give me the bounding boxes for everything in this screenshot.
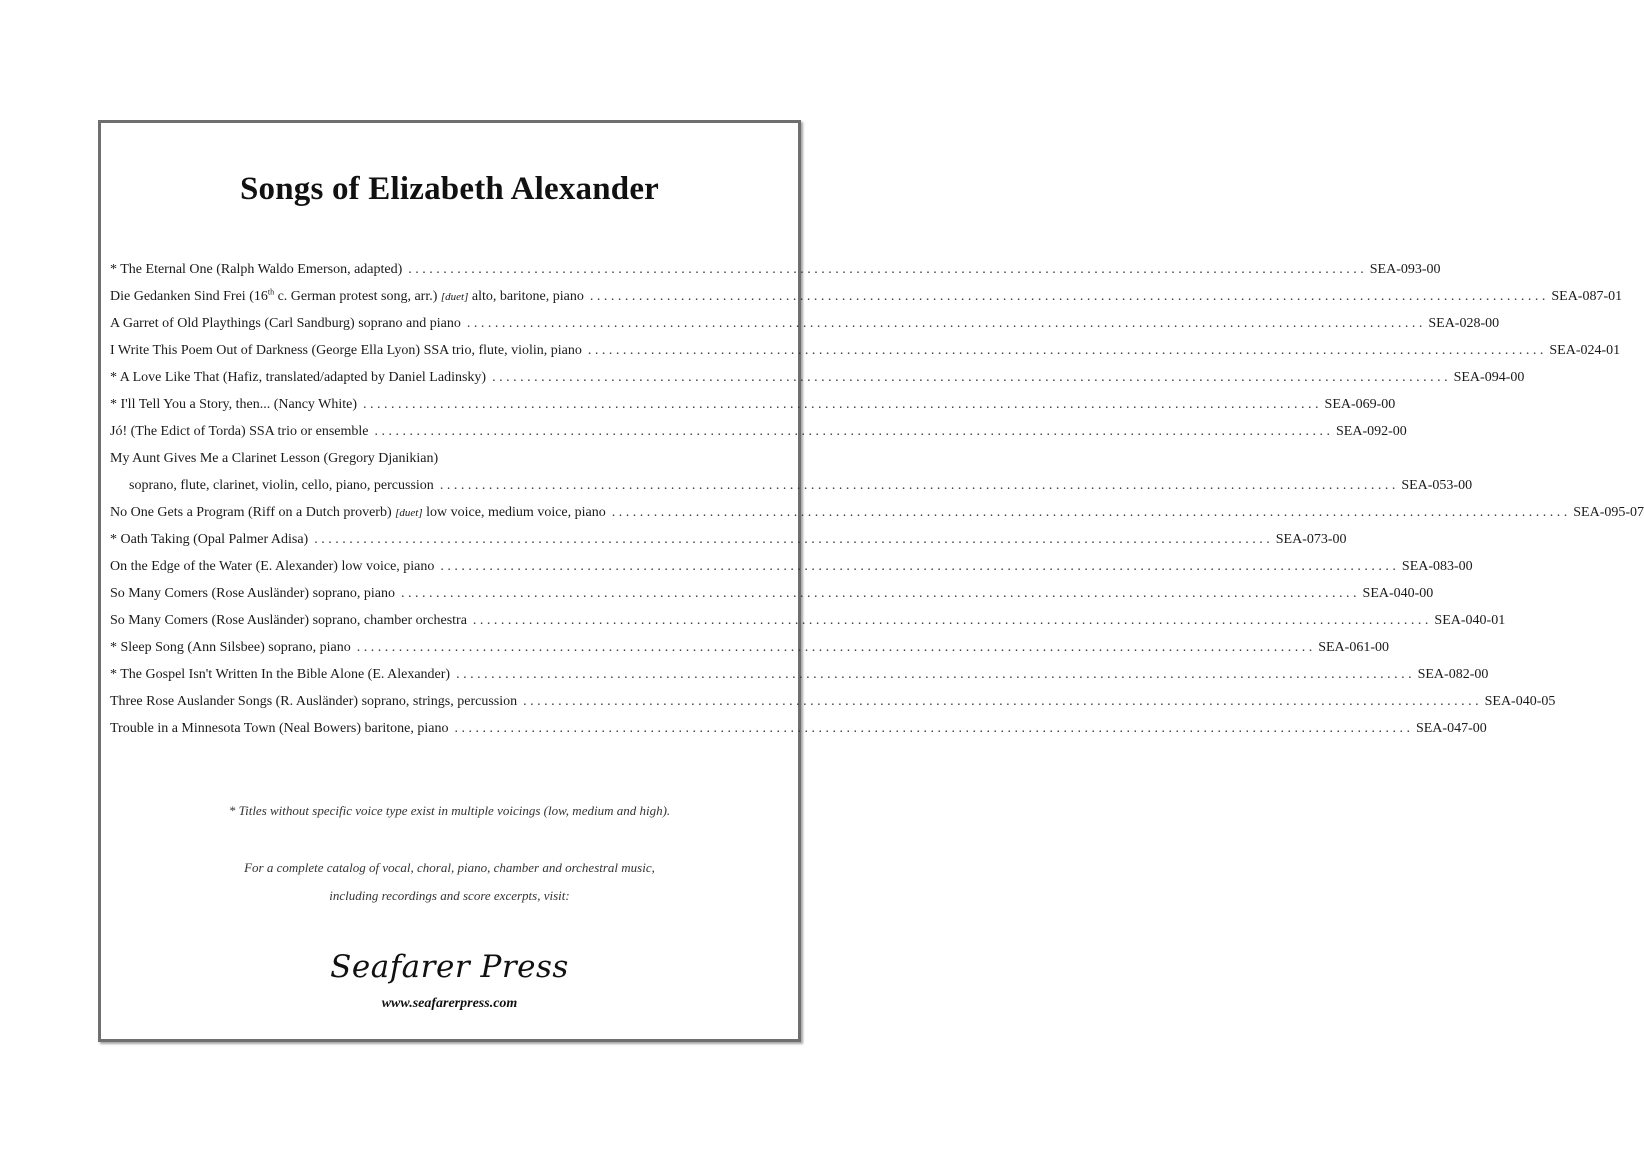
song-title: Jó! (The Edict of Torda) SSA trio or ensemble [110,424,369,439]
song-instrumentation: soprano, flute, clarinet, violin, cello, piano, percussion [129,478,434,493]
catalog-code: SEA-087-01 [1551,289,1623,304]
catalog-code: SEA-040-01 [1434,613,1506,628]
song-row [110,310,1500,337]
page-title: Songs of Elizabeth Alexander [239,171,660,207]
song-row [110,445,787,472]
song-row [110,364,1525,391]
leader-dots [588,337,1544,364]
leader-dots [440,553,1396,580]
song-title: No One Gets a Program (Riff on a Dutch proverb) [duet] low voice, medium voice, piano [110,505,606,520]
leader-dots [523,688,1479,715]
song-title: * Sleep Song (Ann Silsbee) soprano, piano [110,640,351,655]
catalog-code: SEA-073-00 [1275,532,1347,547]
leader-dots [314,526,1270,553]
song-list [110,256,1644,742]
catalog-note-line-1: For a complete catalog of vocal, choral, piano, chamber and orchestral music, [244,860,655,875]
catalog-code: SEA-040-00 [1362,586,1434,601]
song-title: * I'll Tell You a Story, then... (Nancy White) [110,397,358,412]
song-title: So Many Comers (Rose Ausländer) soprano, piano [110,586,396,601]
duet-tag: [duet] [395,507,423,519]
voicing-footnote: * Titles without specific voice type exist in multiple voicings (low, medium and high). [228,803,671,818]
catalog-code: SEA-095-07 [1573,505,1644,520]
catalog-code: SEA-082-00 [1417,667,1489,682]
song-row [110,661,1489,688]
leader-dots [375,418,1331,445]
song-row [110,634,1389,661]
duet-tag: [duet] [440,291,469,303]
catalog-code: SEA-092-00 [1336,424,1407,439]
catalog-code: SEA-069-00 [1324,397,1396,412]
catalog-code: SEA-024-01 [1549,343,1621,358]
catalog-code: SEA-094-00 [1453,370,1525,385]
publisher-url[interactable]: www.seafarerpress.com [381,996,518,1011]
song-row [110,715,1487,742]
catalog-code: SEA-053-00 [1401,478,1473,493]
song-row [110,580,1434,607]
leader-dots [473,607,1429,634]
leader-dots [467,310,1423,337]
song-row-continued [110,472,1473,499]
song-title: * The Eternal One (Ralph Waldo Emerson, adapted) [110,262,403,277]
song-title: On the Edge of the Water (E. Alexander) low voice, piano [110,559,435,574]
song-title: * Oath Taking (Opal Palmer Adisa) [110,532,309,547]
song-row [110,607,1506,634]
song-row [110,526,1347,553]
song-row [110,283,1623,310]
song-title: * A Love Like That (Hafiz, translated/adapted by Daniel Ladinsky) [110,370,487,385]
leader-dots [440,472,1396,499]
song-row [110,391,1396,418]
leader-dots [612,499,1568,526]
song-title: So Many Comers (Rose Ausländer) soprano, chamber orchestra [110,613,467,628]
catalog-code: SEA-061-00 [1318,640,1389,655]
song-title: Trouble in a Minnesota Town (Neal Bowers) baritone, piano [110,721,449,736]
song-title: My Aunt Gives Me a Clarinet Lesson (Gregory Djanikian) [110,451,439,466]
song-title: A Garret of Old Playthings (Carl Sandburg) soprano and piano [110,316,461,331]
catalog-code: SEA-040-05 [1484,694,1556,709]
catalog-note-line-2: including recordings and score excerpts, visit: [329,888,570,903]
leader-dots [357,634,1313,661]
catalog-code: SEA-028-00 [1428,316,1500,331]
song-title: I Write This Poem Out of Darkness (George Ella Lyon) SSA trio, flute, violin, piano [110,343,582,358]
song-title: Die Gedanken Sind Frei (16th c. German protest song, arr.) [duet] alto, baritone, piano [110,287,584,304]
song-row [110,553,1473,580]
catalog-code: SEA-093-00 [1369,262,1441,277]
song-title: Three Rose Auslander Songs (R. Ausländer) soprano, strings, percussion [110,694,518,709]
song-row [110,499,1644,526]
song-row [110,418,1407,445]
page-frame [98,120,1644,1042]
publisher-logo: Seafarer Press [330,949,569,985]
leader-dots [454,715,1410,742]
catalog-code: SEA-047-00 [1415,721,1487,736]
leader-dots [401,580,1357,607]
song-row [110,688,1556,715]
song-title: * The Gospel Isn't Written In the Bible Alone (E. Alexander) [110,667,451,682]
leader-dots [590,283,1546,310]
song-row [110,337,1621,364]
catalog-code: SEA-083-00 [1401,559,1473,574]
leader-dots [363,391,1319,418]
leader-dots [408,256,1364,283]
leader-dots [456,661,1412,688]
song-row [110,256,1441,283]
leader-dots [492,364,1448,391]
